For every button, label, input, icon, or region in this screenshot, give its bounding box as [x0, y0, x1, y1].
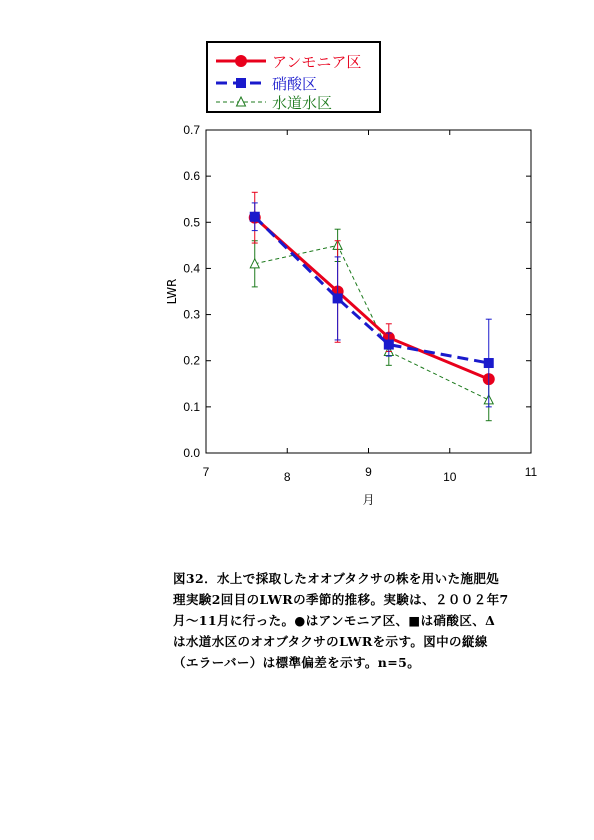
series-1 — [250, 203, 494, 407]
plot-area — [206, 130, 531, 453]
legend-marker — [236, 78, 246, 88]
y-tick-label: 0.3 — [183, 307, 200, 322]
series-line — [255, 217, 489, 363]
y-tick-label: 0.4 — [183, 261, 200, 276]
x-tick-label: 9 — [365, 465, 372, 479]
y-axis-label: LWR — [165, 278, 179, 305]
data-point — [333, 293, 343, 303]
x-tick-label: 10 — [443, 470, 457, 484]
legend — [207, 42, 380, 112]
y-tick-label: 0.6 — [183, 169, 200, 184]
x-tick-label: 8 — [283, 470, 291, 484]
legend-label: 硝酸区 — [272, 75, 318, 93]
y-tick-label: 0.1 — [183, 399, 200, 414]
data-point — [384, 340, 394, 350]
y-tick-label: 0.5 — [183, 215, 200, 230]
y-tick-label: 0.0 — [183, 446, 200, 460]
figure-caption: 図32．水上で採取したオオブタクサの株を用いた施肥処 理実験2回目のLWRの季節的推移。実験は、２００２年7 月～11月に行った。●はアンモニア区、■は硝酸区、Δ は水道水区のオオブタクサのLWRを示す。図中の縦線 （エラーバー）は標準偏差を示す。n=5。 — [173, 571, 509, 670]
legend-marker — [235, 55, 247, 67]
series-2 — [250, 229, 493, 420]
x-tick-label: 7 — [202, 465, 210, 479]
x-tick-label: 11 — [524, 465, 538, 479]
legend-label: 水道水区 — [272, 94, 333, 112]
y-tick-label: 0.7 — [183, 123, 200, 137]
legend-label: アンモニア区 — [272, 53, 362, 71]
series-marks — [249, 192, 495, 420]
axes — [183, 123, 537, 484]
x-axis-label: 月 — [362, 493, 375, 507]
data-point — [250, 212, 260, 222]
data-point — [484, 358, 494, 368]
series-line — [255, 218, 489, 379]
y-tick-label: 0.2 — [183, 353, 200, 368]
